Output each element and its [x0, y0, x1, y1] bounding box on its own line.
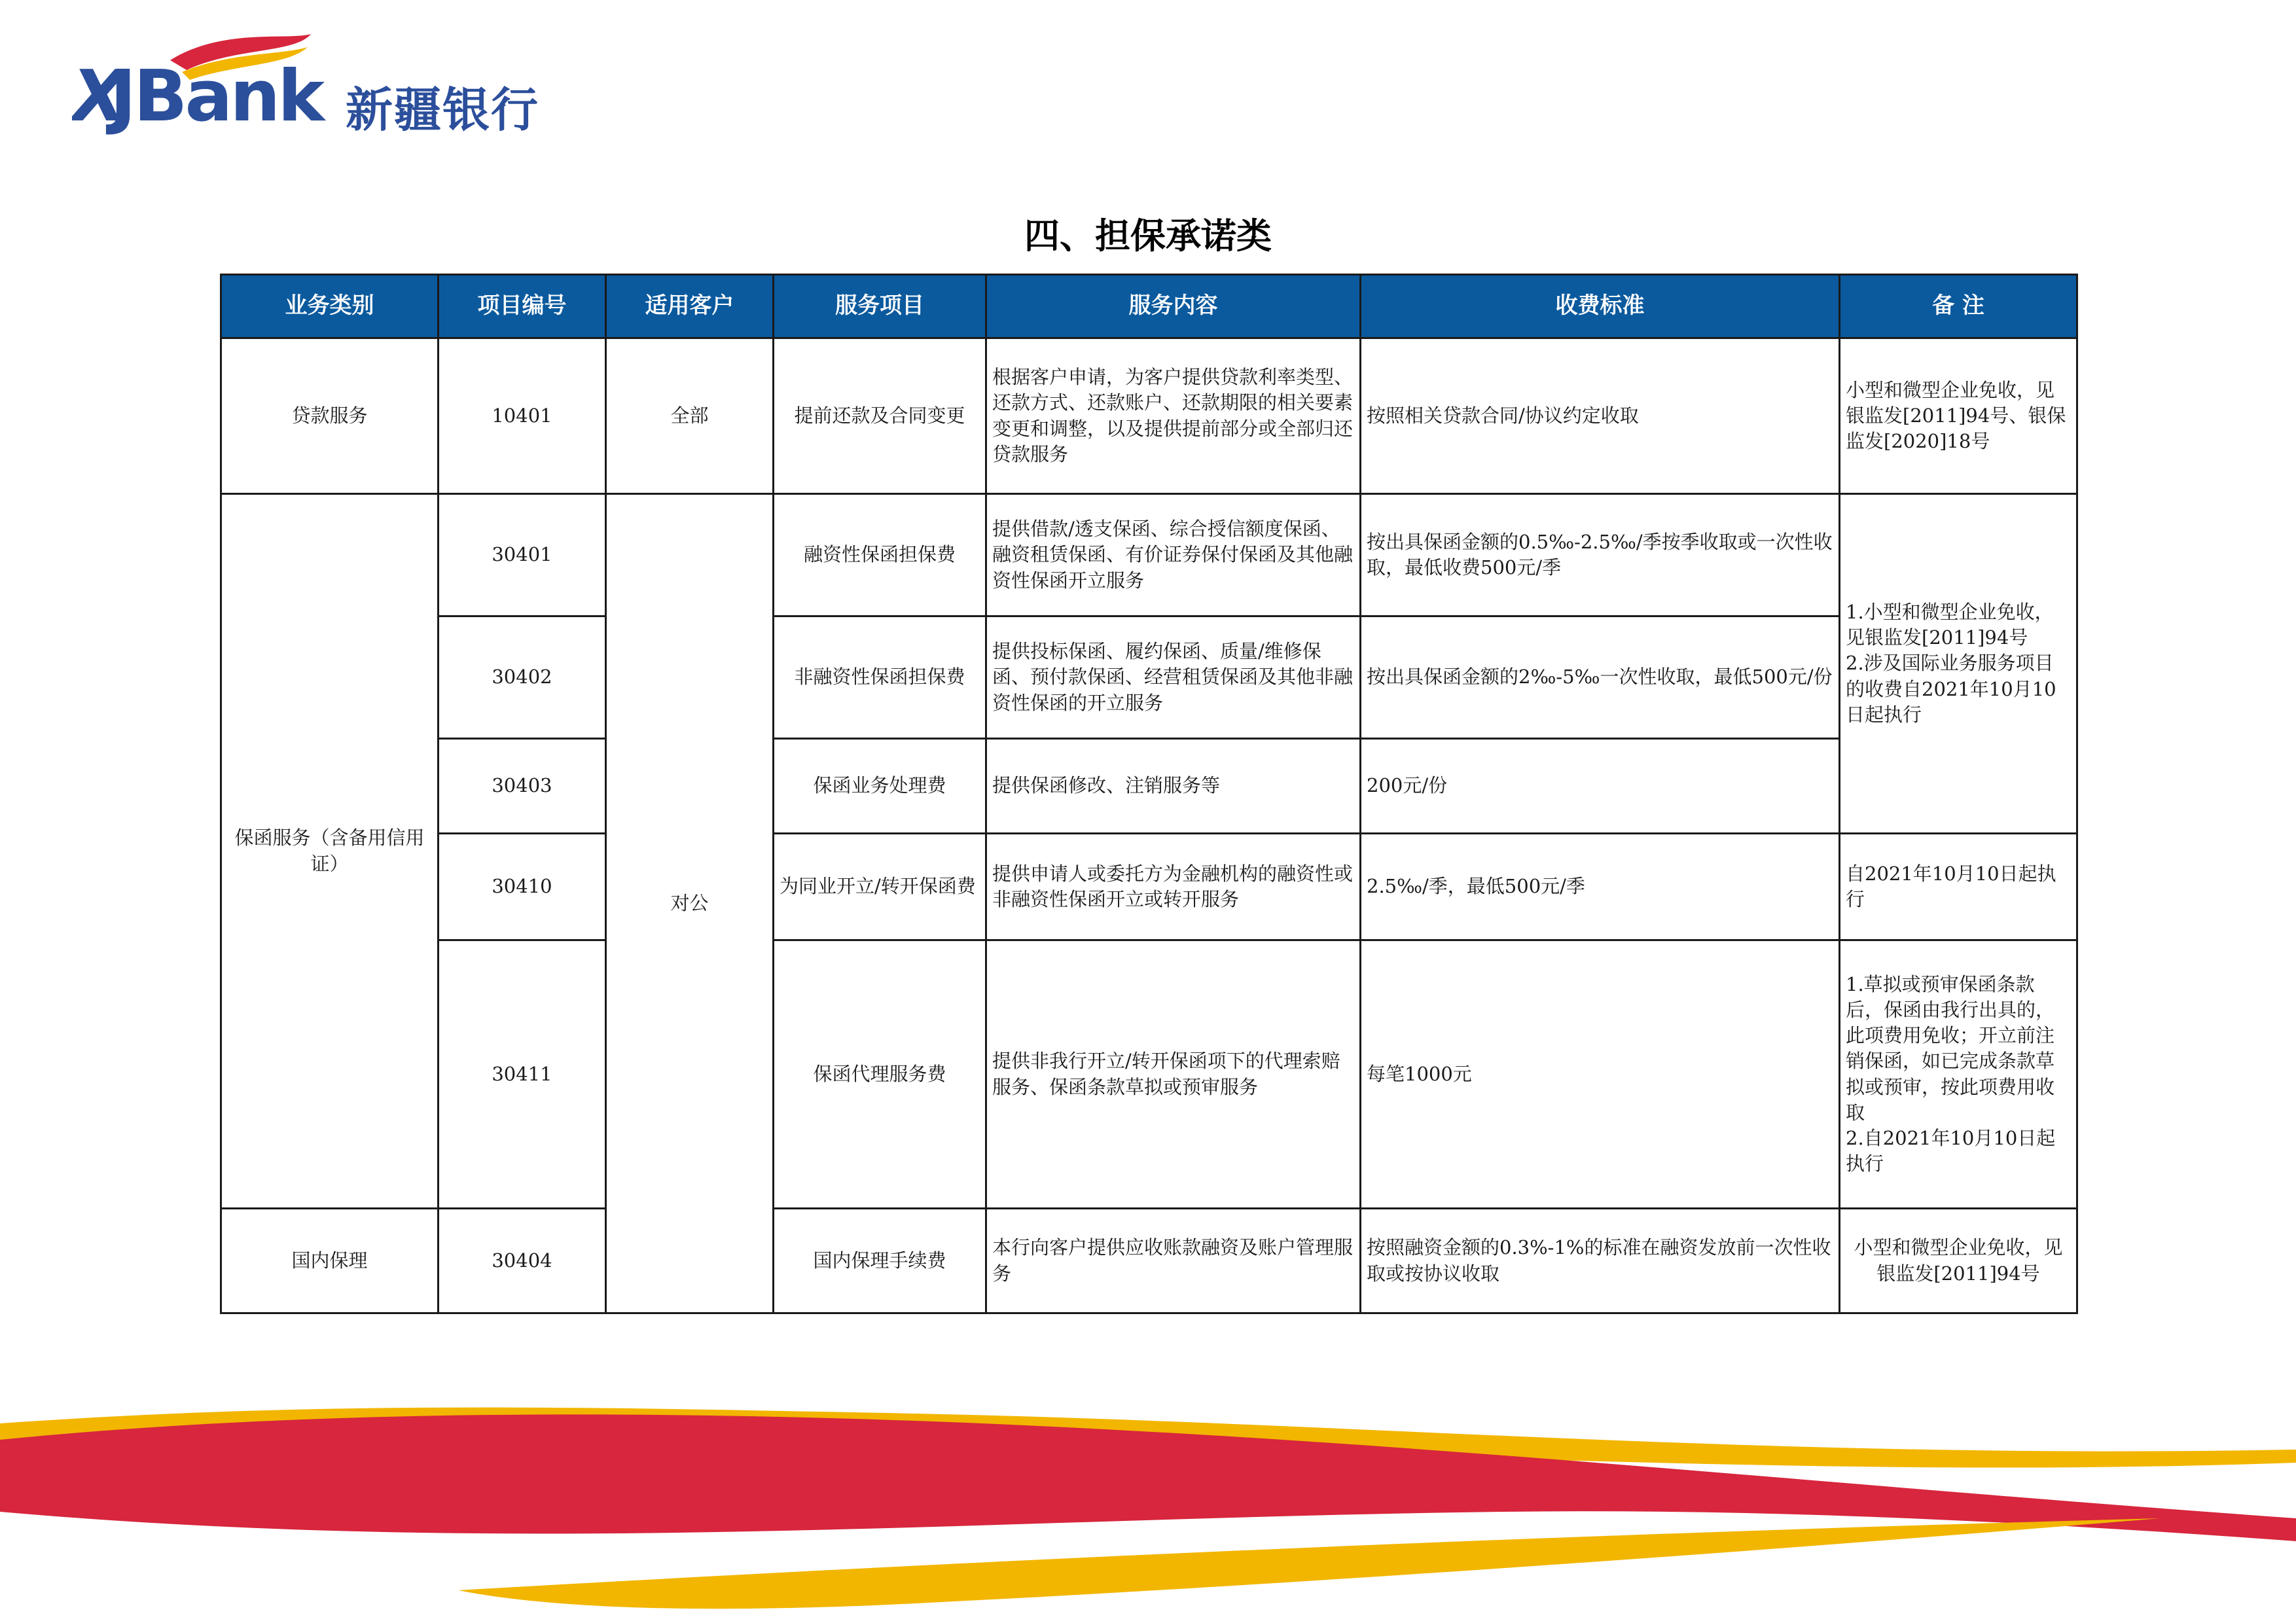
cell-remark: 自2021年10月10日起执行 [1840, 834, 2077, 940]
bank-logo [72, 34, 596, 139]
cell-fee: 2.5‰/季，最低500元/季 [1361, 834, 1840, 940]
table-row [221, 834, 2077, 940]
cell-code: 30411 [439, 940, 606, 1209]
cell-item: 融资性保函担保费 [774, 494, 986, 616]
cell-remark: 1.草拟或预审保函条款后，保函由我行出具的，此项费用免收；开立前注销保函，如已完成条款草拟或预审，按此项费用收取 2.自2021年10月10日起执行 [1840, 940, 2077, 1209]
cell-content: 提供借款/透支保函、综合授信额度保函、融资租赁保函、有价证券保付保函及其他融资性保函开立服务 [986, 494, 1361, 616]
cell-code: 30403 [439, 739, 606, 834]
cell-code: 30410 [439, 834, 606, 940]
cell-fee: 按照融资金额的0.3%-1%的标准在融资发放前一次性收取或按协议收取 [1361, 1209, 1840, 1313]
cell-fee: 按照相关贷款合同/协议约定收取 [1361, 338, 1840, 494]
cell-content: 根据客户申请，为客户提供贷款利率类型、还款方式、还款账户、还款期限的相关要素变更和调整，以及提供提前部分或全部归还贷款服务 [986, 338, 1361, 494]
svg-text:JBank: JBank [110, 56, 323, 137]
table-header-row [221, 275, 2077, 338]
cell-fee: 200元/份 [1361, 739, 1840, 834]
logo-chinese-name: 新疆银行 [346, 82, 540, 137]
cell-customer: 全部 [606, 338, 774, 494]
header-category: 业务类别 [221, 275, 439, 338]
cell-customer: 对公 [606, 494, 774, 1313]
header-remark: 备 注 [1840, 275, 2077, 338]
header-fee: 收费标准 [1361, 275, 1840, 338]
cell-fee: 按出具保函金额的2‰-5‰一次性收取，最低500元/份 [1361, 616, 1840, 739]
header-customer: 适用客户 [606, 275, 774, 338]
cell-item: 国内保理手续费 [774, 1209, 986, 1313]
cell-category: 保函服务（含备用信用证） [221, 494, 439, 1209]
table-row [221, 494, 2077, 616]
cell-fee: 每笔1000元 [1361, 940, 1840, 1209]
cell-category: 国内保理 [221, 1209, 439, 1313]
header-content: 服务内容 [986, 275, 1361, 338]
cell-item: 保函代理服务费 [774, 940, 986, 1209]
cell-category: 贷款服务 [221, 338, 439, 494]
cell-code: 10401 [439, 338, 606, 494]
cell-item: 提前还款及合同变更 [774, 338, 986, 494]
table-row [221, 1209, 2077, 1313]
cell-remark: 1.小型和微型企业免收，见银监发[2011]94号 2.涉及国际业务服务项目的收费自2021年10月10日起执行 [1840, 494, 2077, 834]
cell-content: 本行向客户提供应收账款融资及账户管理服务 [986, 1209, 1361, 1313]
cell-fee: 按出具保函金额的0.5‰-2.5‰/季按季收取或一次性收取，最低收费500元/季 [1361, 494, 1840, 616]
cell-remark: 小型和微型企业免收，见银监发[2011]94号 [1840, 1209, 2077, 1313]
cell-item: 保函业务处理费 [774, 739, 986, 834]
decorative-waves [0, 1387, 2296, 1623]
cell-content: 提供投标保函、履约保函、质量/维修保函、预付款保函、经营租赁保函及其他非融资性保函的开立服务 [986, 616, 1361, 739]
cell-remark: 小型和微型企业免收，见银监发[2011]94号、银保监发[2020]18号 [1840, 338, 2077, 494]
cell-code: 30402 [439, 616, 606, 739]
svg-text:X: X [72, 56, 124, 137]
table-row [221, 338, 2077, 494]
table-row [221, 739, 2077, 834]
header-code: 项目编号 [439, 275, 606, 338]
cell-code: 30401 [439, 494, 606, 616]
cell-item: 非融资性保函担保费 [774, 616, 986, 739]
xjbank-logo-mark [72, 34, 353, 139]
cell-item: 为同业开立/转开保函费 [774, 834, 986, 940]
page-title: 四、担保承诺类 [1024, 215, 1272, 257]
table-row [221, 616, 2077, 739]
cell-content: 提供申请人或委托方为金融机构的融资性或非融资性保函开立或转开服务 [986, 834, 1361, 940]
fee-table [220, 274, 2078, 1314]
cell-content: 提供保函修改、注销服务等 [986, 739, 1361, 834]
header-item: 服务项目 [774, 275, 986, 338]
cell-code: 30404 [439, 1209, 606, 1313]
table-row [221, 940, 2077, 1209]
cell-content: 提供非我行开立/转开保函项下的代理索赔服务、保函条款草拟或预审服务 [986, 940, 1361, 1209]
